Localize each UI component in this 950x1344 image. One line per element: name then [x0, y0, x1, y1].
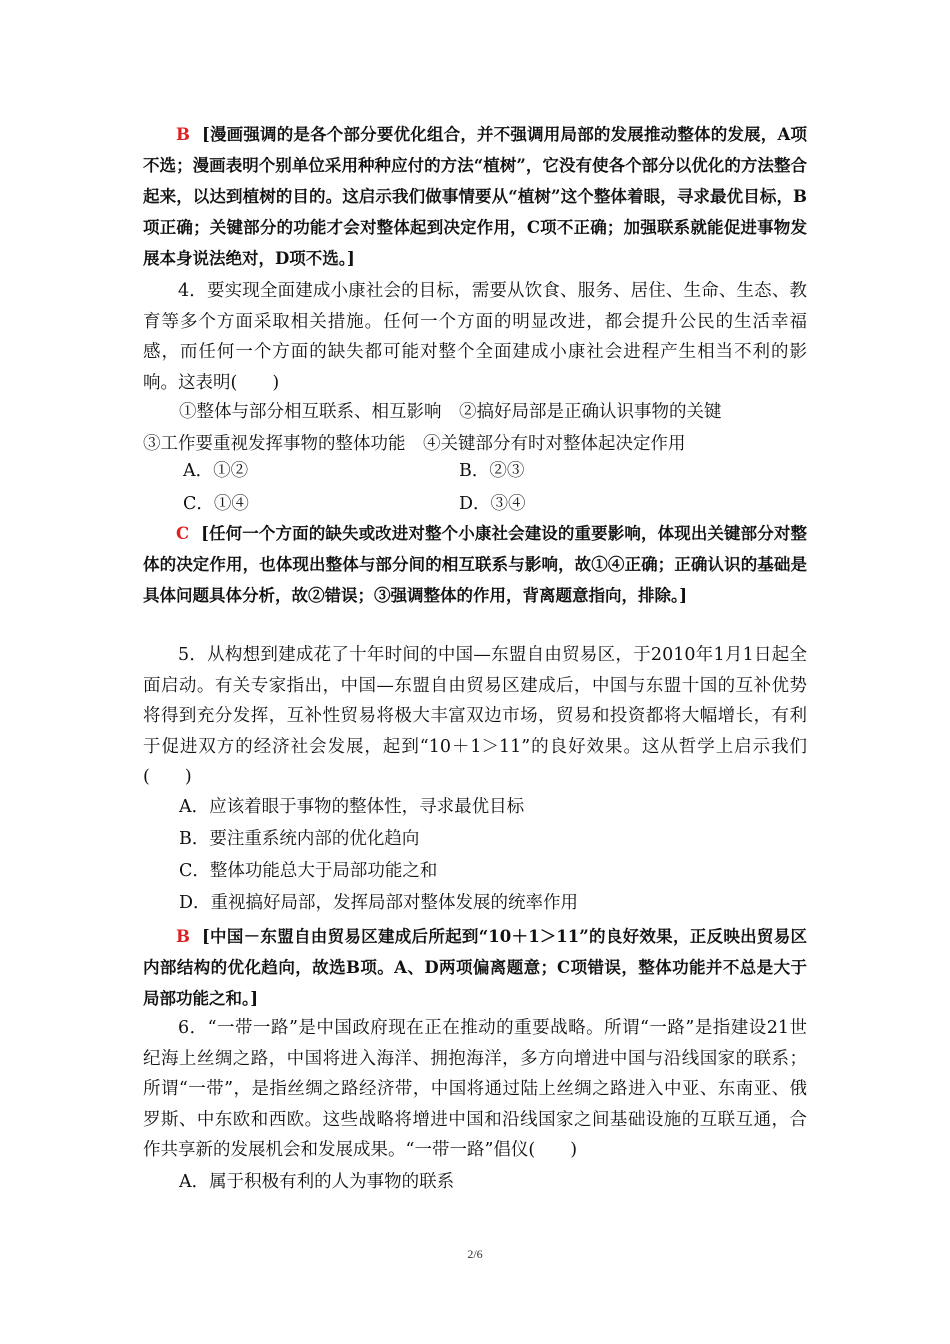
question-4-option-d: D．③④ [459, 494, 526, 514]
answer-3-label: B [176, 125, 190, 144]
question-4-option-b: B．②③ [459, 461, 525, 481]
answer-5-label: B [176, 927, 190, 946]
question-6 [143, 1013, 807, 1166]
answer-5 [143, 921, 807, 1014]
question-5-stem: 5．从构想到建成花了十年时间的中国—东盟自由贸易区，于2010年1月1日起全面启动。有关专家指出，中国—东盟自由贸易区建成后，中国与东盟十国的互补优势将得到充分发挥，互补性贸易将极大丰富双边市场，贸易和投资都将大幅增长，有利于促进双方的经济社会发展，起到“10＋1＞11”的良好效果。这从哲学上启示我们( ) [143, 645, 807, 787]
answer-4-text: [任何一个方面的缺失或改进对整个小康社会建设的重要影响，体现出关键部分对整体的决定作用，也体现出整体与部分间的相互联系与影响，故①④正确；正确认识的基础是具体问题具体分析，故②错误；③强调整体的作用，背离题意指向，排除。] [143, 524, 807, 605]
answer-3-paragraph [143, 119, 807, 274]
question-4-stem: 4．要实现全面建成小康社会的目标，需要从饮食、服务、居住、生命、生态、教育等多个方面采取相关措施。任何一个方面的明显改进，都会提升公民的生活幸福感，而任何一个方面的缺失都可能对整个全面建成小康社会进程产生相当不利的影响。这表明( ) [143, 281, 807, 393]
answer-4 [143, 518, 807, 611]
question-6-stem: 6．“一带一路”是中国政府现在正在推动的重要战略。所谓“一路”是指建设21世纪海上丝绸之路，中国将进入海洋、拥抱海洋，多方向增进中国与沿线国家的联系；所谓“一带”，是指丝绸之路经济带，中国将通过陆上丝绸之路进入中亚、东南亚、俄罗斯、中东欧和西欧。这些战略将增进中国和沿线国家之间基础设施的互联互通，合作共享新的发展机会和发展成果。“一带一路”倡仪( ) [143, 1018, 807, 1160]
question-5-option-c: C．整体功能总大于局部功能之和 [179, 861, 438, 881]
question-4-items [143, 396, 807, 460]
question-5-option-b: B．要注重系统内部的优化趋向 [179, 829, 420, 849]
question-4-option-c: C．①④ [183, 494, 249, 514]
answer-4-label: C [176, 524, 190, 543]
question-6-option-a: A．属于积极有利的人为事物的联系 [179, 1172, 455, 1192]
question-4-item-line-2: ③工作要重视发挥事物的整体功能 ④关键部分有时对整体起决定作用 [143, 434, 686, 454]
question-4-option-a: A．①② [183, 461, 249, 481]
answer-5-text: [中国－东盟自由贸易区建成后所起到“10＋1＞11”的良好效果，正反映出贸易区内部结构的优化趋向，故选B项。A、D两项偏离题意；C项错误，整体功能并不总是大于局部功能之和。] [143, 927, 807, 1008]
question-5 [143, 640, 807, 793]
question-4-item-line-1: ①整体与部分相互联系、相互影响 ②搞好局部是正确认识事物的关键 [179, 402, 722, 422]
answer-4-paragraph [143, 518, 807, 611]
answer-3 [143, 119, 807, 274]
question-6-options [143, 1166, 807, 1198]
question-5-options [143, 791, 807, 919]
answer-3-text: [漫画强调的是各个部分要优化组合，并不强调用局部的发展推动整体的发展，A项不选；漫画表明个别单位采用种种应付的方法“植树”，它没有使各个部分以优化的方法整合起来，以达到植树的目的。这启示我们做事情要从“植树”这个整体着眼，寻求最优目标，B项正确；关键部分的功能才会对整体起到决定作用，C项不正确；加强联系就能促进事物发展本身说法绝对，D项不选。] [143, 125, 807, 268]
question-5-option-d: D．重视搞好局部，发挥局部对整体发展的统率作用 [179, 893, 579, 913]
answer-5-paragraph [143, 921, 807, 1014]
question-4 [143, 276, 807, 398]
question-5-option-a: A．应该着眼于事物的整体性，寻求最优目标 [179, 797, 525, 817]
page-number: 2/6 [467, 1247, 483, 1261]
